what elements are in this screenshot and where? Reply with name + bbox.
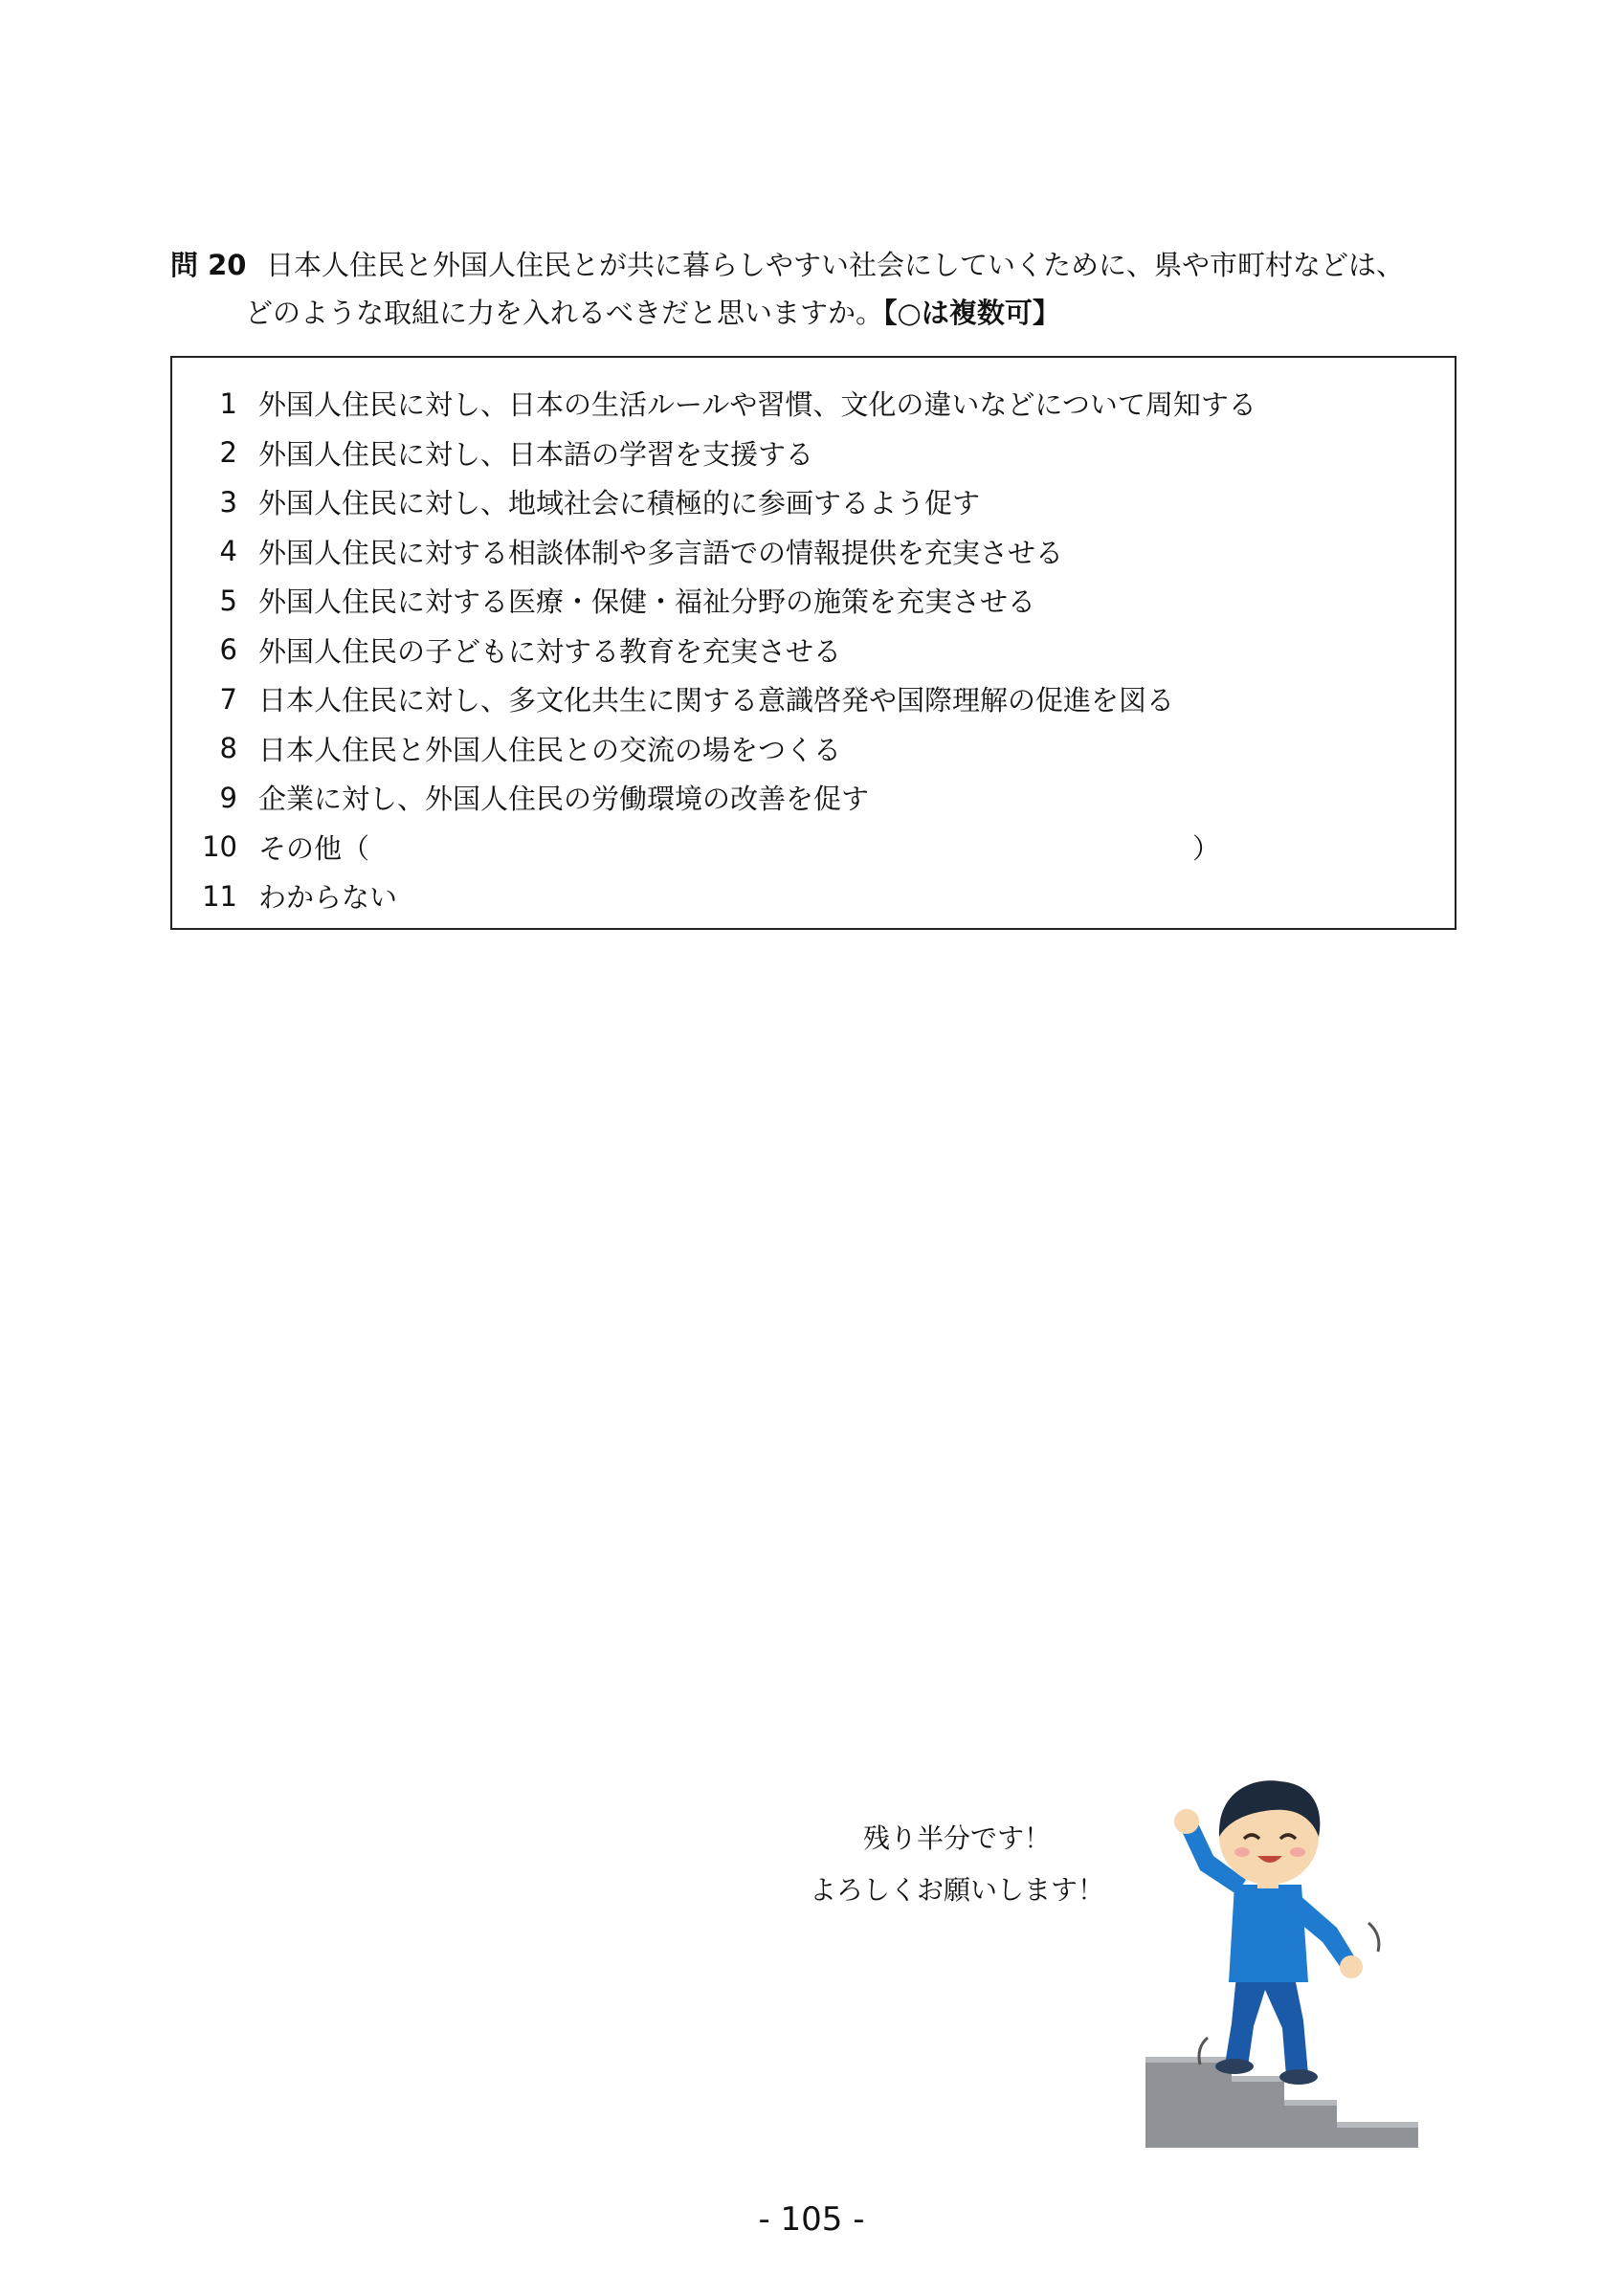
option-text: わからない bbox=[258, 881, 398, 915]
option-item[interactable] bbox=[172, 576, 1455, 626]
encouragement-line-1: 残り半分です！ bbox=[862, 1822, 1051, 1854]
option-item[interactable] bbox=[172, 724, 1455, 774]
option-text: 外国人住民に対し、地域社会に積極的に参画するよう促す bbox=[258, 487, 981, 520]
option-number: 3 bbox=[219, 485, 237, 519]
question-text-1: 日本人住民と外国人住民とが共に暮らしやすい社会にしていくために、県や市町村などは、 bbox=[266, 249, 1405, 281]
page-number: - 105 - bbox=[758, 2200, 865, 2239]
option-item-other[interactable] bbox=[172, 823, 1455, 872]
question-note: 【○は複数可】 bbox=[883, 297, 1060, 329]
option-item[interactable] bbox=[172, 626, 1455, 675]
option-item[interactable] bbox=[172, 527, 1455, 577]
option-item[interactable] bbox=[172, 379, 1455, 429]
option-text: 日本人住民と外国人住民との交流の場をつくる bbox=[258, 733, 842, 766]
option-text: 外国人住民に対する医療・保健・福祉分野の施策を充実させる bbox=[258, 585, 1036, 619]
option-text: 外国人住民に対し、日本の生活ルールや習慣、文化の違いなどについて周知する bbox=[258, 388, 1256, 422]
question-block bbox=[170, 241, 1491, 337]
option-item[interactable] bbox=[172, 872, 1455, 921]
question-number: 問 20 bbox=[170, 249, 247, 281]
option-number: 8 bbox=[219, 732, 237, 765]
option-text: その他（ bbox=[258, 831, 370, 865]
option-number: 1 bbox=[219, 386, 237, 420]
option-number: 5 bbox=[219, 584, 237, 617]
option-item[interactable] bbox=[172, 773, 1455, 823]
encouragement-text bbox=[746, 1813, 1167, 1916]
shirt-icon bbox=[1229, 1885, 1308, 1982]
option-text: 外国人住民の子どもに対する教育を充実させる bbox=[258, 634, 842, 668]
option-number: 11 bbox=[202, 879, 237, 913]
options-box bbox=[170, 356, 1456, 930]
option-item[interactable] bbox=[172, 674, 1455, 724]
option-text: 外国人住民に対する相談体制や多言語での情報提供を充実させる bbox=[258, 536, 1064, 569]
option-item[interactable] bbox=[172, 477, 1455, 527]
encouragement-line-2: よろしくお願いします！ bbox=[809, 1874, 1104, 1906]
man-climbing-stairs-illustration bbox=[1141, 1760, 1428, 2152]
other-close-paren: ） bbox=[1192, 831, 1221, 865]
option-number: 10 bbox=[202, 830, 237, 864]
option-number: 2 bbox=[219, 436, 237, 470]
stairs-icon bbox=[1145, 2057, 1418, 2148]
option-number: 6 bbox=[219, 633, 237, 667]
option-number: 7 bbox=[219, 682, 237, 716]
question-line-2 bbox=[170, 289, 1491, 337]
option-text: 企業に対し、外国人住民の労働環境の改善を促す bbox=[258, 783, 870, 816]
option-number: 9 bbox=[219, 781, 237, 814]
question-line-1 bbox=[170, 241, 1491, 289]
options-list bbox=[172, 358, 1455, 921]
question-text-2: どのような取組に力を入れるべきだと思いますか。 bbox=[245, 297, 884, 329]
option-text: 外国人住民に対し、日本語の学習を支援する bbox=[258, 437, 814, 471]
option-number: 4 bbox=[219, 535, 237, 568]
option-text: 日本人住民に対し、多文化共生に関する意識啓発や国際理解の促進を図る bbox=[258, 684, 1175, 718]
option-item[interactable] bbox=[172, 429, 1455, 478]
